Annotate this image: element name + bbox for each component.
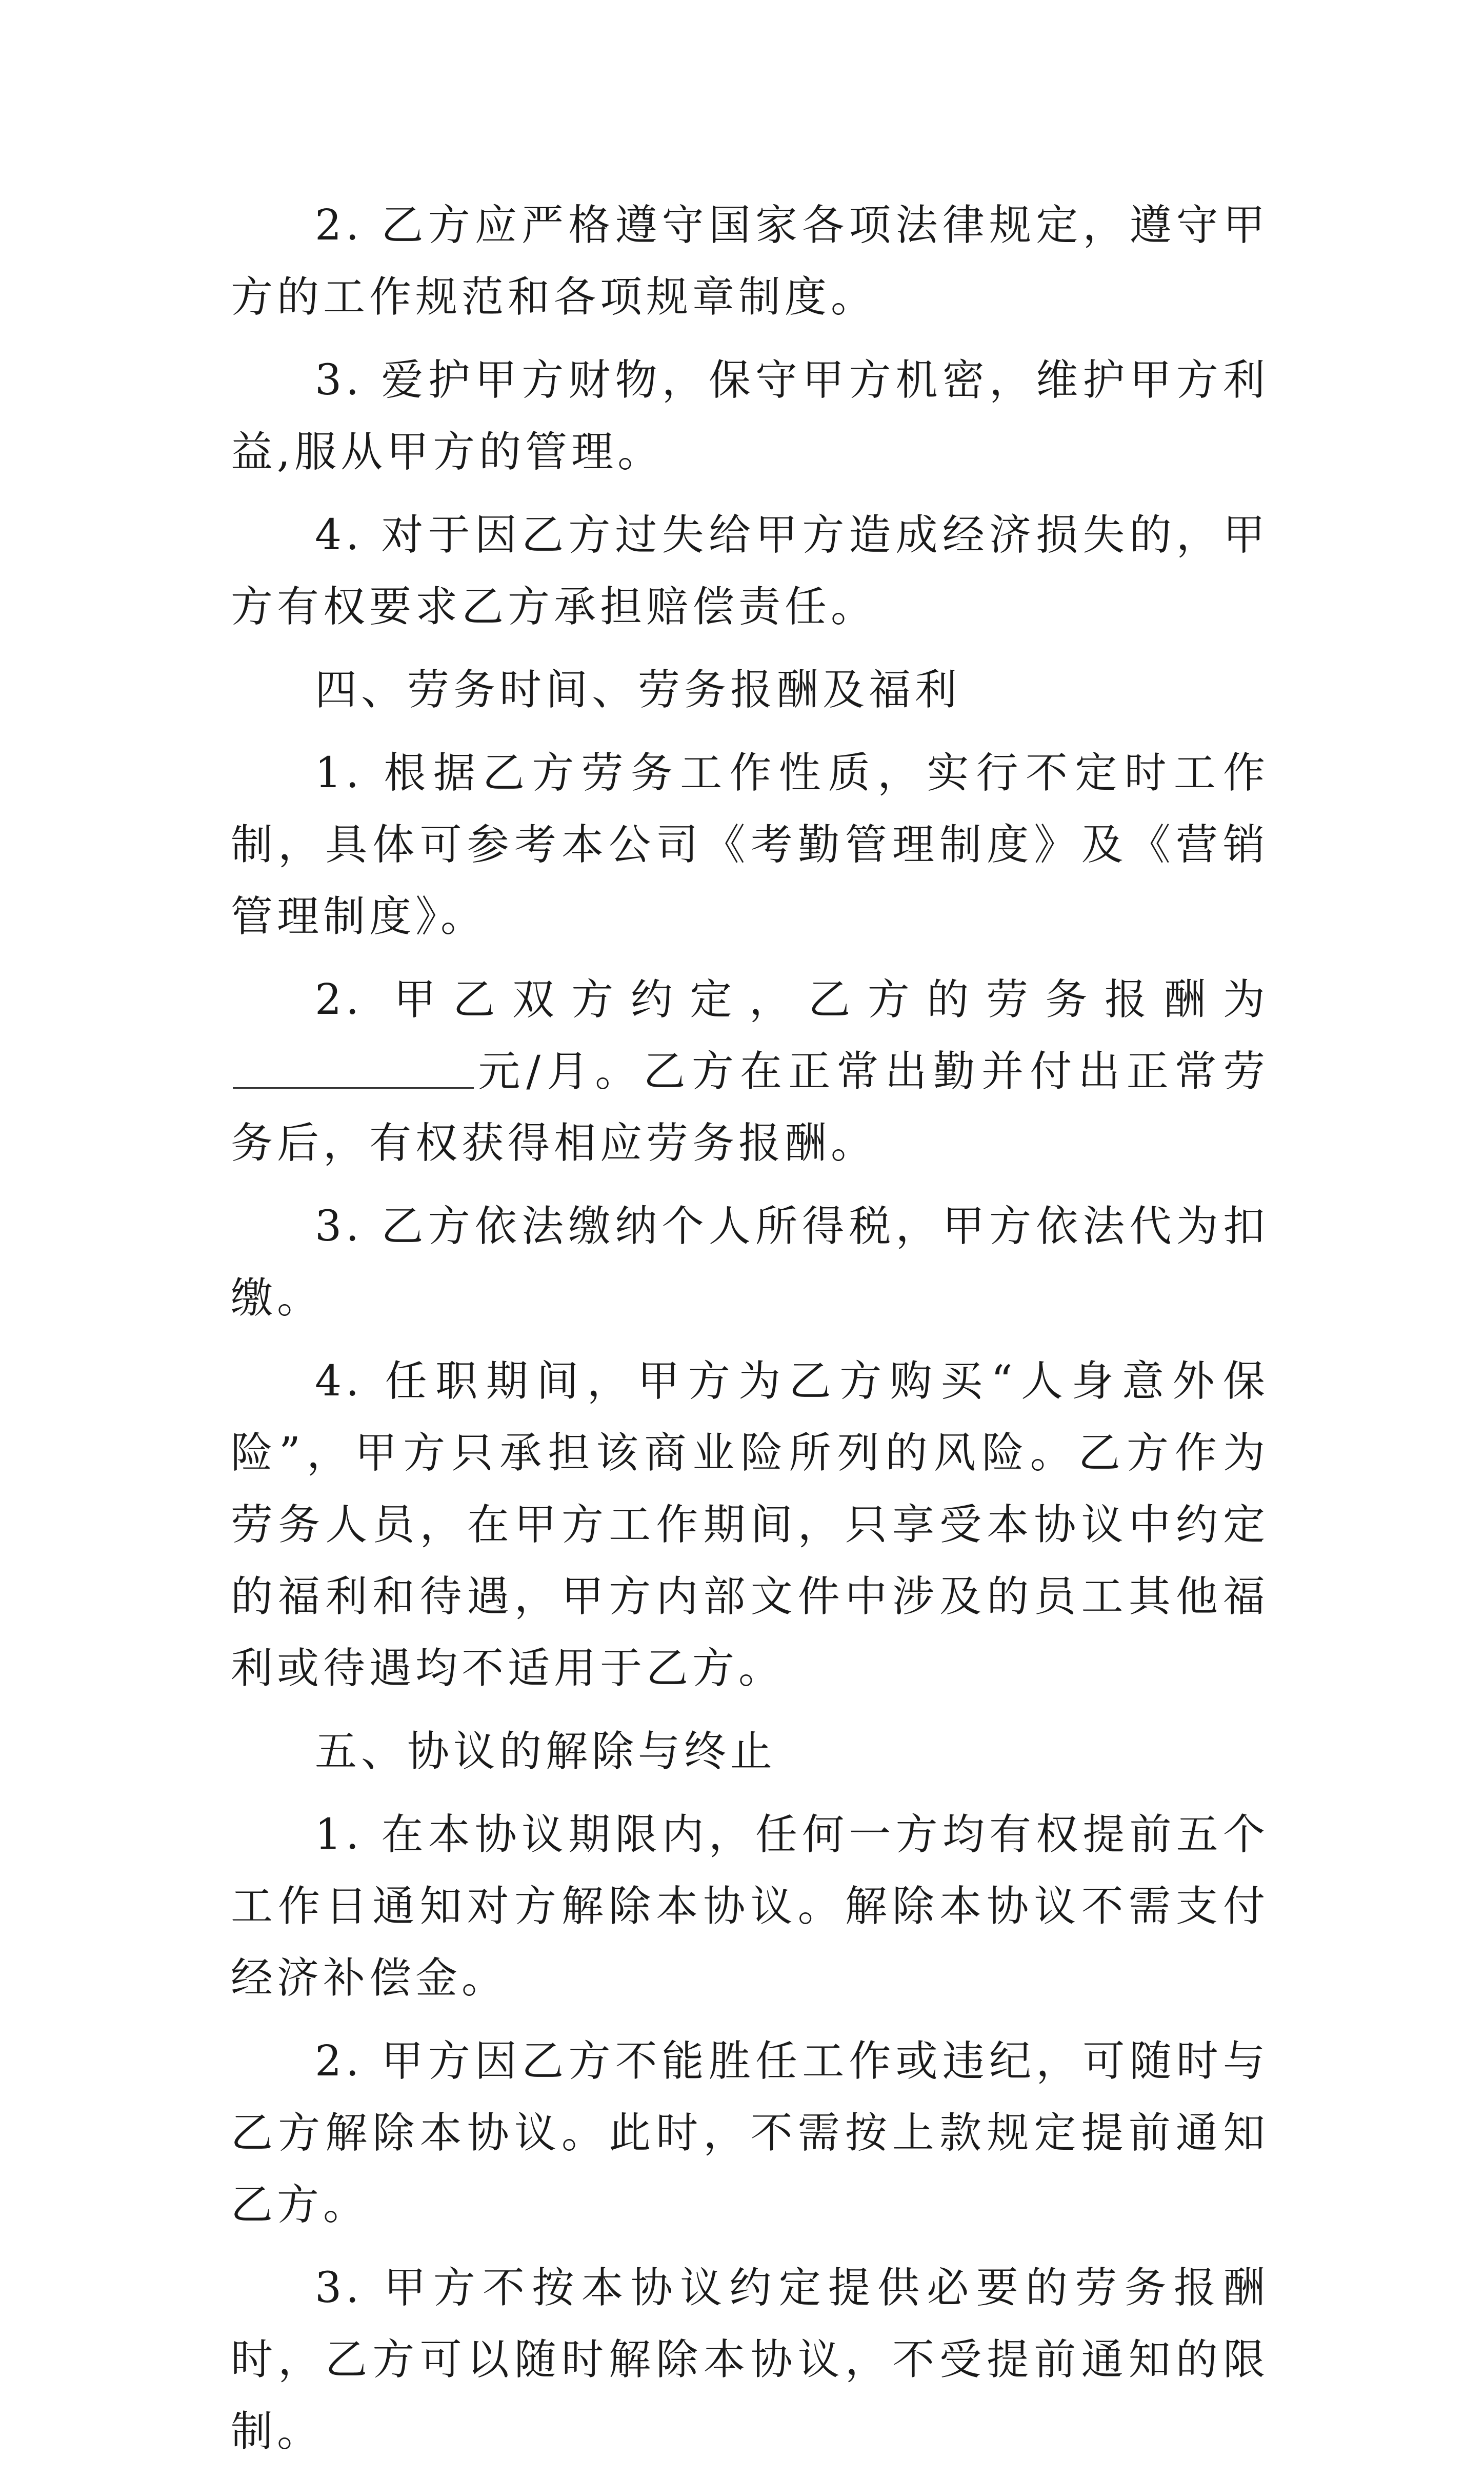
section-heading: 五、协议的解除与终止 <box>315 1727 777 1776</box>
clause-paragraph: 3. 乙方依法缴纳个人所得税，甲方依法代为扣缴。 <box>231 1202 1269 1323</box>
document-body <box>231 190 1269 2479</box>
clause-paragraph-with-blank <box>231 964 1269 1179</box>
clause-paragraph: 4. 对于因乙方过失给甲方造成经济损失的，甲方有权要求乙方承担赔偿责任。 <box>231 511 1269 631</box>
clause-paragraph: 3. 爱护甲方财物，保守甲方机密，维护甲方利益,服从甲方的管理。 <box>231 356 1269 476</box>
clause-paragraph: 3. 甲方不按本协议约定提供必要的劳务报酬时，乙方可以随时解除本协议，不受提前通知的限制。 <box>231 2264 1269 2456</box>
clause-paragraph: 1. 在本协议期限内，任何一方均有权提前五个工作日通知对方解除本协议。解除本协议不需支付经济补偿金。 <box>231 1810 1269 2003</box>
section-heading: 四、劳务时间、劳务报酬及福利 <box>315 666 961 714</box>
clause-paragraph: 2. 甲方因乙方不能胜任工作或违纪，可随时与乙方解除本协议。此时，不需按上款规定提前通知乙方。 <box>231 2037 1269 2229</box>
clause-text: 2. 甲乙双方约定，乙方的劳务报酬为 <box>315 975 1269 1024</box>
fill-in-blank-line <box>233 1045 474 1089</box>
clause-paragraph: 1. 根据乙方劳务工作性质，实行不定时工作制，具体可参考本公司《考勤管理制度》及《营销管理制度》。 <box>231 749 1269 941</box>
clause-paragraph: 4. 任职期间，甲方为乙方购买“人身意外保险”，甲方只承担该商业险所列的风险。乙方作为劳务人员，在甲方工作期间，只享受本协议中约定的福利和待遇，甲方内部文件中涉及的员工其他福利或待遇均不适用于乙方。 <box>231 1357 1269 1693</box>
clause-text: 元/月。乙方在正常出勤并付出正常劳务后，有权获得相应劳务报酬。 <box>231 1047 1269 1168</box>
clause-paragraph: 2. 乙方应严格遵守国家各项法律规定，遵守甲方的工作规范和各项规章制度。 <box>231 201 1269 322</box>
